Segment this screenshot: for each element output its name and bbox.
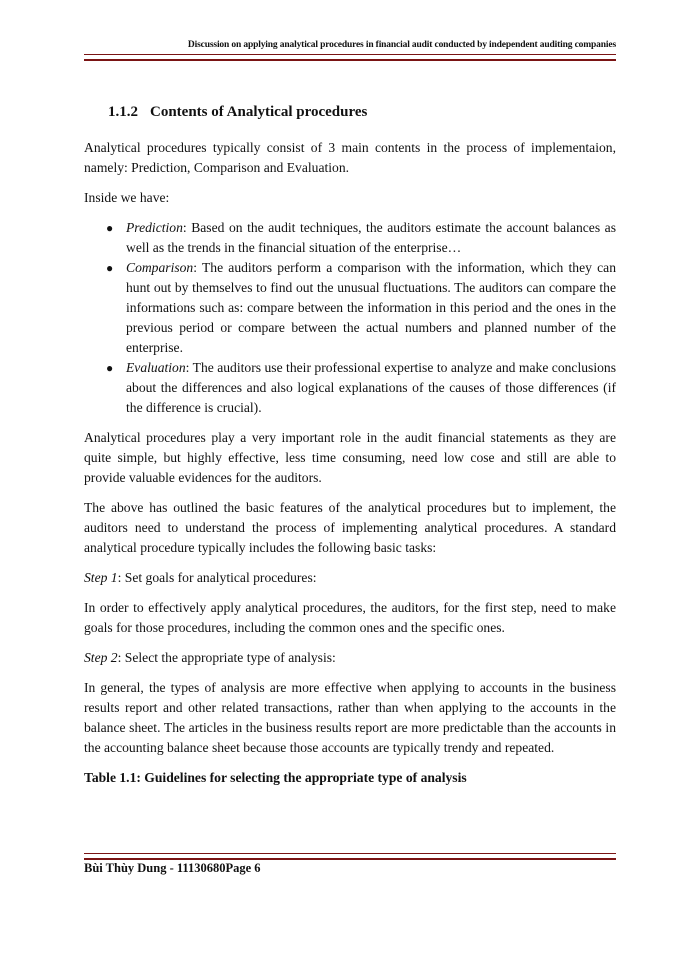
step2-title: : Select the appropriate type of analysis:: [117, 650, 336, 665]
inside-paragraph: Inside we have:: [84, 190, 170, 205]
step1-heading: [84, 568, 616, 588]
bullet-icon: ●: [106, 221, 114, 235]
outline-paragraph: The above has outlined the basic features of the analytical procedures but to implement, the auditors need to understand the process of implementing analytical procedures. A standard analytical procedure typically includes the following basic tasks:: [84, 500, 616, 555]
page-footer: Bùi Thùy Dung - 11130680Page 6: [84, 861, 261, 875]
bullet-icon: ●: [106, 261, 114, 275]
table-caption: Table 1.1: Guidelines for selecting the appropriate type of analysis: [84, 770, 467, 785]
bullet-text: : The auditors use their professional expertise to analyze and make conclusions about the differences and also logical explanations of the causes of those differences (if the difference is crucial).: [126, 360, 616, 415]
list-item: [84, 218, 616, 258]
step1-label: Step 1: [84, 570, 118, 585]
bullet-text: : Based on the audit techniques, the auditors estimate the account balances as well as the trends in the financial situation of the enterprise…: [126, 220, 616, 255]
list-item: [84, 258, 616, 358]
bullet-icon: ●: [106, 361, 114, 375]
section-number: 1.1.2: [108, 104, 138, 120]
contents-list: [84, 218, 616, 418]
section-heading: [108, 100, 616, 124]
bullet-term: Evaluation: [126, 360, 186, 375]
step2-paragraph: In general, the types of analysis are more effective when applying to accounts in the business results report and other related transactions, rather than when applying to the accounts in the balance sheet. The articles in the business results report are more predictable than the accounts in the accounting balance sheet because those accounts are typically trendy and repeated.: [84, 680, 616, 755]
section-title: Contents of Analytical procedures: [150, 104, 368, 120]
bullet-text: : The auditors perform a comparison with the information, which they can hunt out by themselves to find out the unusual fluctuations. The auditors can compare the informations such as: compare between the information in this period and the ones in the previous period or compare between the actual numbers and planned number of the enterprise.: [126, 260, 616, 355]
list-item: [84, 358, 616, 418]
role-paragraph: Analytical procedures play a very important role in the audit financial statements as they are quite simple, but highly effective, less time consuming, need low cose and still are able to provide valuable evidences for the auditors.: [84, 430, 616, 485]
step2-heading: [84, 648, 616, 668]
step1-title: : Set goals for analytical procedures:: [117, 570, 317, 585]
bullet-term: Prediction: [126, 220, 183, 235]
running-header: Discussion on applying analytical procedures in financial audit conducted by independent auditing companies: [187, 40, 616, 50]
header-divider: [84, 54, 616, 61]
step1-paragraph: In order to effectively apply analytical procedures, the auditors, for the first step, need to make goals for those procedures, including the common ones and the specific ones.: [84, 600, 616, 635]
bullet-term: Comparison: [126, 260, 194, 275]
page-body: [84, 100, 616, 798]
step2-label: Step 2: [84, 650, 118, 665]
footer-divider: [84, 853, 616, 860]
intro-paragraph: Analytical procedures typically consist of 3 main contents in the process of implementaion, namely: Prediction, Comparison and Evaluation.: [84, 140, 616, 175]
